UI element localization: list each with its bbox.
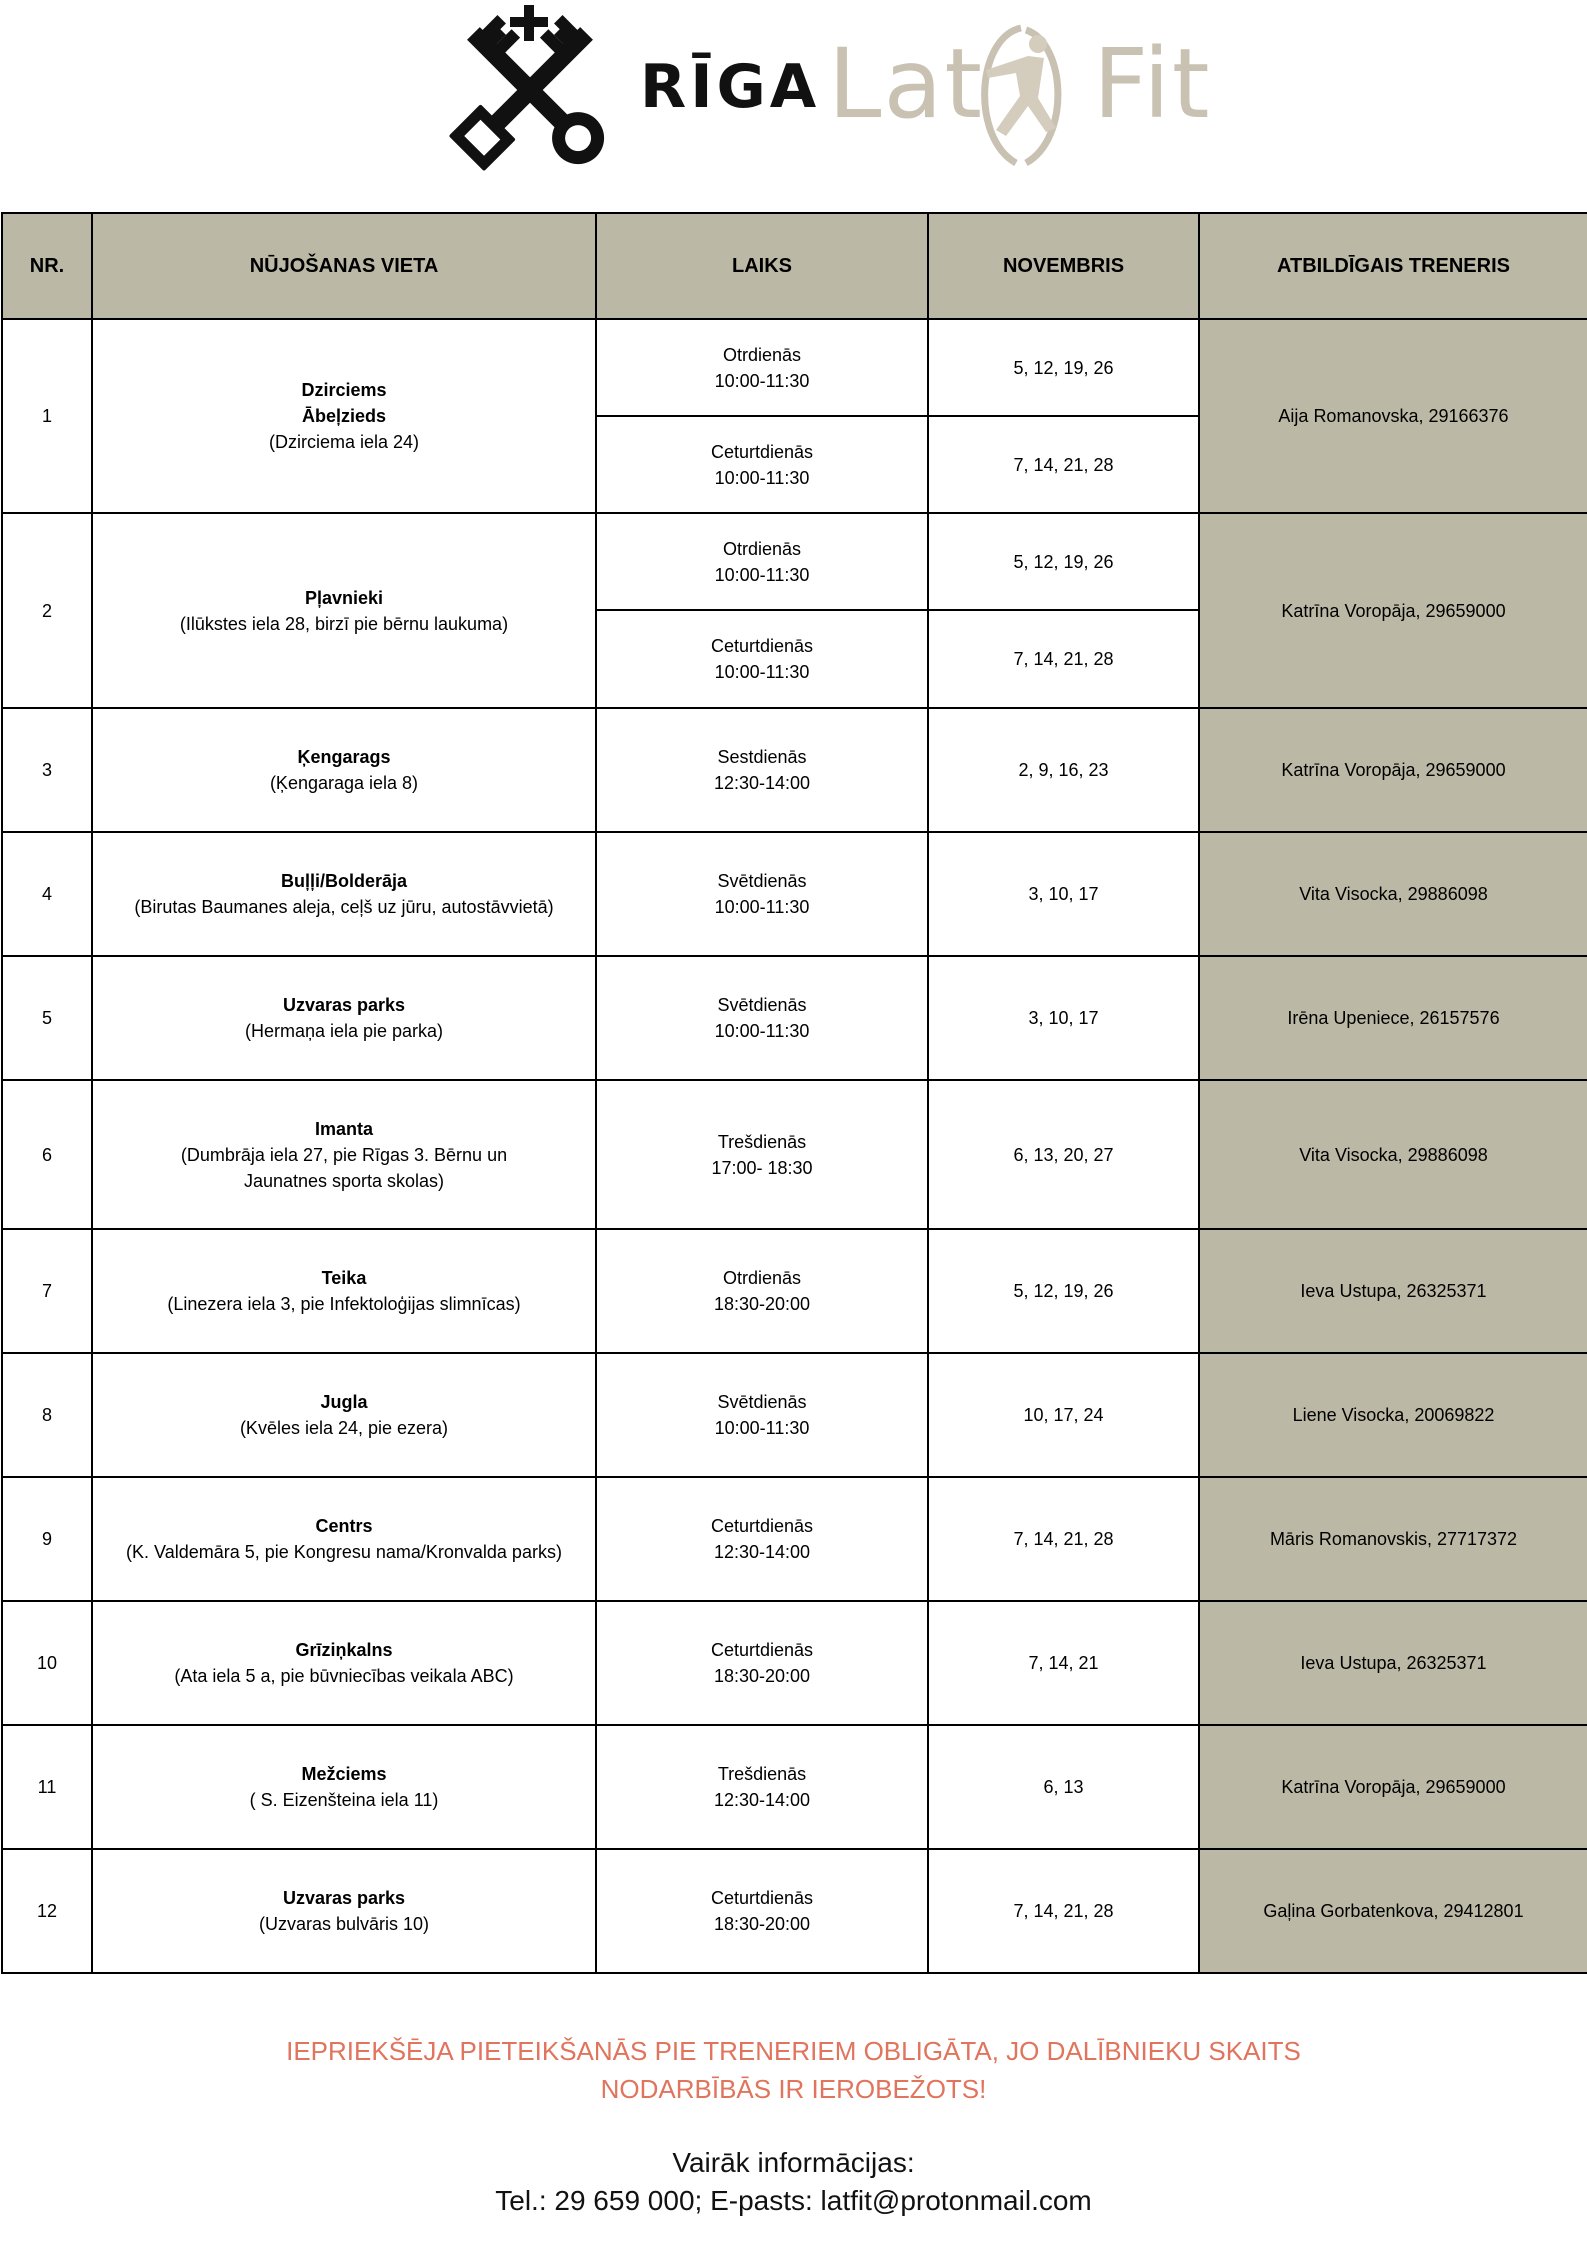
dates-cell: 7, 14, 21, 28 bbox=[928, 1477, 1199, 1601]
time-cell bbox=[596, 1725, 928, 1849]
place-address: (K. Valdemāra 5, pie Kongresu nama/Kronvalda parks) bbox=[126, 1542, 562, 1562]
place-address: ( S. Eizenšteina iela 11) bbox=[249, 1790, 439, 1810]
place-name: Centrs bbox=[315, 1516, 373, 1536]
table-row bbox=[2, 956, 1587, 1080]
table-row bbox=[2, 1725, 1587, 1849]
time-cell bbox=[596, 416, 928, 513]
time-cell bbox=[596, 956, 928, 1080]
registration-notice bbox=[0, 2032, 1587, 2108]
place-cell bbox=[92, 956, 596, 1080]
place-address: (Birutas Baumanes aleja, ceļš uz jūru, autostāvvietā) bbox=[134, 897, 554, 917]
time-range: 12:30-14:00 bbox=[713, 1542, 811, 1562]
dates-cell: 3, 10, 17 bbox=[928, 956, 1199, 1080]
weekday: Svētdienās bbox=[717, 1392, 807, 1412]
time-cell bbox=[596, 513, 928, 610]
place-name: Buļļi/Bolderāja bbox=[280, 871, 408, 891]
table-row bbox=[2, 1080, 1587, 1229]
table-row bbox=[2, 319, 1587, 416]
table-row bbox=[2, 1601, 1587, 1725]
time-range: 17:00- 18:30 bbox=[711, 1157, 813, 1178]
dates-cell: 5, 12, 19, 26 bbox=[928, 513, 1199, 610]
time-range: 18:30-20:00 bbox=[713, 1666, 811, 1686]
trainer-cell: Liene Visocka, 20069822 bbox=[1199, 1353, 1587, 1477]
row-number: 12 bbox=[2, 1849, 92, 1973]
place-cell bbox=[92, 1601, 596, 1725]
place-address: (Dumbrāja iela 27, pie Rīgas 3. Bērnu un bbox=[180, 1144, 508, 1165]
dates-cell: 3, 10, 17 bbox=[928, 832, 1199, 956]
dates-cell: 7, 14, 21, 28 bbox=[928, 416, 1199, 513]
notice-line-2: NODARBĪBĀS IR IEROBEŽOTS! bbox=[600, 2074, 987, 2104]
time-cell bbox=[596, 1849, 928, 1973]
place-address: (Dzirciema iela 24) bbox=[268, 432, 420, 452]
place-cell bbox=[92, 1849, 596, 1973]
weekday: Ceturtdienās bbox=[710, 1516, 814, 1536]
place-name-secondary: Ābeļzieds bbox=[301, 406, 387, 426]
weekday: Otrdienās bbox=[722, 1268, 802, 1288]
contact-details: Tel.: 29 659 000; E-pasts: latfit@protonmail.com bbox=[495, 2185, 1092, 2216]
place-name: Uzvaras parks bbox=[282, 995, 406, 1015]
table-row bbox=[2, 513, 1587, 610]
weekday: Svētdienās bbox=[717, 995, 807, 1015]
trainer-cell: Ieva Ustupa, 26325371 bbox=[1199, 1601, 1587, 1725]
table-row bbox=[2, 1229, 1587, 1353]
row-number: 11 bbox=[2, 1725, 92, 1849]
trainer-cell: Katrīna Voropāja, 29659000 bbox=[1199, 708, 1587, 832]
row-number: 4 bbox=[2, 832, 92, 956]
place-address: (Hermaņa iela pie parka) bbox=[244, 1021, 444, 1041]
dates-cell: 7, 14, 21, 28 bbox=[928, 610, 1199, 708]
row-number: 10 bbox=[2, 1601, 92, 1725]
weekday: Ceturtdienās bbox=[710, 636, 814, 656]
place-address-continued: Jaunatnes sporta skolas) bbox=[243, 1170, 445, 1191]
place-name: Imanta bbox=[314, 1118, 374, 1139]
dates-cell: 2, 9, 16, 23 bbox=[928, 708, 1199, 832]
place-name: Grīziņkalns bbox=[295, 1640, 393, 1660]
time-range: 12:30-14:00 bbox=[713, 773, 811, 793]
time-range: 18:30-20:00 bbox=[713, 1294, 811, 1314]
riga-crossed-keys-icon bbox=[430, 0, 630, 175]
place-cell bbox=[92, 1477, 596, 1601]
table-row bbox=[2, 832, 1587, 956]
time-range: 10:00-11:30 bbox=[714, 897, 810, 917]
dates-cell: 6, 13, 20, 27 bbox=[928, 1080, 1199, 1229]
time-cell bbox=[596, 1080, 928, 1229]
table-header-row bbox=[2, 213, 1587, 319]
place-cell bbox=[92, 1080, 596, 1229]
trainer-cell: Katrīna Voropāja, 29659000 bbox=[1199, 513, 1587, 708]
latfit-gymnast-icon bbox=[966, 18, 1076, 173]
time-range: 10:00-11:30 bbox=[714, 662, 810, 682]
place-address: (Kvēles iela 24, pie ezera) bbox=[239, 1418, 449, 1438]
time-range: 10:00-11:30 bbox=[714, 564, 810, 585]
trainer-cell: Gaļina Gorbatenkova, 29412801 bbox=[1199, 1849, 1587, 1973]
place-name: Jugla bbox=[320, 1392, 368, 1412]
dates-cell: 5, 12, 19, 26 bbox=[928, 1229, 1199, 1353]
column-header-place: NŪJOŠANAS VIETA bbox=[92, 213, 596, 319]
contact-info bbox=[0, 2144, 1587, 2220]
time-cell bbox=[596, 610, 928, 708]
column-header-trainer: ATBILDĪGAIS TRENERIS bbox=[1199, 213, 1587, 319]
time-range: 10:00-11:30 bbox=[714, 1021, 810, 1041]
latfit-brand-left: Lat bbox=[828, 28, 984, 140]
place-cell bbox=[92, 513, 596, 708]
dates-cell: 7, 14, 21 bbox=[928, 1601, 1199, 1725]
weekday: Svētdienās bbox=[717, 871, 807, 891]
weekday: Otrdienās bbox=[722, 538, 802, 559]
weekday: Ceturtdienās bbox=[710, 1888, 814, 1908]
info-heading: Vairāk informācijas: bbox=[672, 2147, 915, 2178]
trainer-cell: Vita Visocka, 29886098 bbox=[1199, 832, 1587, 956]
column-header-november: NOVEMBRIS bbox=[928, 213, 1199, 319]
weekday: Trešdienās bbox=[717, 1764, 807, 1784]
place-cell bbox=[92, 319, 596, 513]
dates-cell: 6, 13 bbox=[928, 1725, 1199, 1849]
table-row bbox=[2, 1477, 1587, 1601]
place-name: Mežciems bbox=[301, 1764, 387, 1784]
place-address: (Ilūkstes iela 28, birzī pie bērnu laukuma) bbox=[179, 613, 509, 634]
place-address: (Uzvaras bulvāris 10) bbox=[258, 1914, 430, 1934]
table-row bbox=[2, 708, 1587, 832]
row-number: 8 bbox=[2, 1353, 92, 1477]
trainer-cell: Māris Romanovskis, 27717372 bbox=[1199, 1477, 1587, 1601]
row-number: 9 bbox=[2, 1477, 92, 1601]
weekday: Ceturtdienās bbox=[710, 1640, 814, 1660]
place-address: (Ķengaraga iela 8) bbox=[269, 773, 419, 793]
dates-cell: 10, 17, 24 bbox=[928, 1353, 1199, 1477]
time-range: 10:00-11:30 bbox=[714, 1418, 810, 1438]
time-range: 10:00-11:30 bbox=[714, 467, 810, 488]
time-range: 18:30-20:00 bbox=[713, 1914, 811, 1934]
time-cell bbox=[596, 1477, 928, 1601]
schedule-table bbox=[1, 212, 1587, 1974]
weekday: Otrdienās bbox=[722, 344, 802, 365]
page-header bbox=[0, 0, 1587, 200]
place-address: (Ata iela 5 a, pie būvniecības veikala ABC) bbox=[174, 1666, 514, 1686]
row-number: 6 bbox=[2, 1080, 92, 1229]
table-row bbox=[2, 1353, 1587, 1477]
weekday: Ceturtdienās bbox=[710, 441, 814, 462]
weekday: Sestdienās bbox=[717, 747, 807, 767]
time-cell bbox=[596, 708, 928, 832]
place-cell bbox=[92, 1229, 596, 1353]
dates-cell: 7, 14, 21, 28 bbox=[928, 1849, 1199, 1973]
time-cell bbox=[596, 832, 928, 956]
time-range: 10:00-11:30 bbox=[714, 370, 810, 391]
place-cell bbox=[92, 832, 596, 956]
trainer-cell: Vita Visocka, 29886098 bbox=[1199, 1080, 1587, 1229]
place-address: (Linezera iela 3, pie Infektoloģijas slimnīcas) bbox=[167, 1294, 521, 1314]
row-number: 7 bbox=[2, 1229, 92, 1353]
trainer-cell: Irēna Upeniece, 26157576 bbox=[1199, 956, 1587, 1080]
row-number: 3 bbox=[2, 708, 92, 832]
place-cell bbox=[92, 708, 596, 832]
column-header-time: LAIKS bbox=[596, 213, 928, 319]
place-cell bbox=[92, 1725, 596, 1849]
notice-line-1: IEPRIEKŠĒJA PIETEIKŠANĀS PIE TRENERIEM OBLIGĀTA, JO DALĪBNIEKU SKAITS bbox=[286, 2036, 1301, 2066]
riga-logo-text: RĪGA bbox=[640, 52, 821, 122]
time-range: 12:30-14:00 bbox=[713, 1790, 811, 1810]
place-name: Dzirciems bbox=[301, 380, 387, 400]
trainer-cell: Katrīna Voropāja, 29659000 bbox=[1199, 1725, 1587, 1849]
trainer-cell: Aija Romanovska, 29166376 bbox=[1199, 319, 1587, 513]
time-cell bbox=[596, 1601, 928, 1725]
row-number: 2 bbox=[2, 513, 92, 708]
latfit-brand-right: Fit bbox=[1093, 28, 1212, 140]
place-name: Uzvaras parks bbox=[282, 1888, 406, 1908]
place-name: Teika bbox=[321, 1268, 367, 1288]
time-cell bbox=[596, 1229, 928, 1353]
table-row bbox=[2, 1849, 1587, 1973]
row-number: 5 bbox=[2, 956, 92, 1080]
column-header-nr: NR. bbox=[2, 213, 92, 319]
time-cell bbox=[596, 319, 928, 416]
time-cell bbox=[596, 1353, 928, 1477]
trainer-cell: Ieva Ustupa, 26325371 bbox=[1199, 1229, 1587, 1353]
weekday: Trešdienās bbox=[717, 1131, 807, 1152]
row-number: 1 bbox=[2, 319, 92, 513]
place-name: Pļavnieki bbox=[304, 587, 384, 608]
dates-cell: 5, 12, 19, 26 bbox=[928, 319, 1199, 416]
place-cell bbox=[92, 1353, 596, 1477]
place-name: Ķengarags bbox=[297, 747, 391, 767]
